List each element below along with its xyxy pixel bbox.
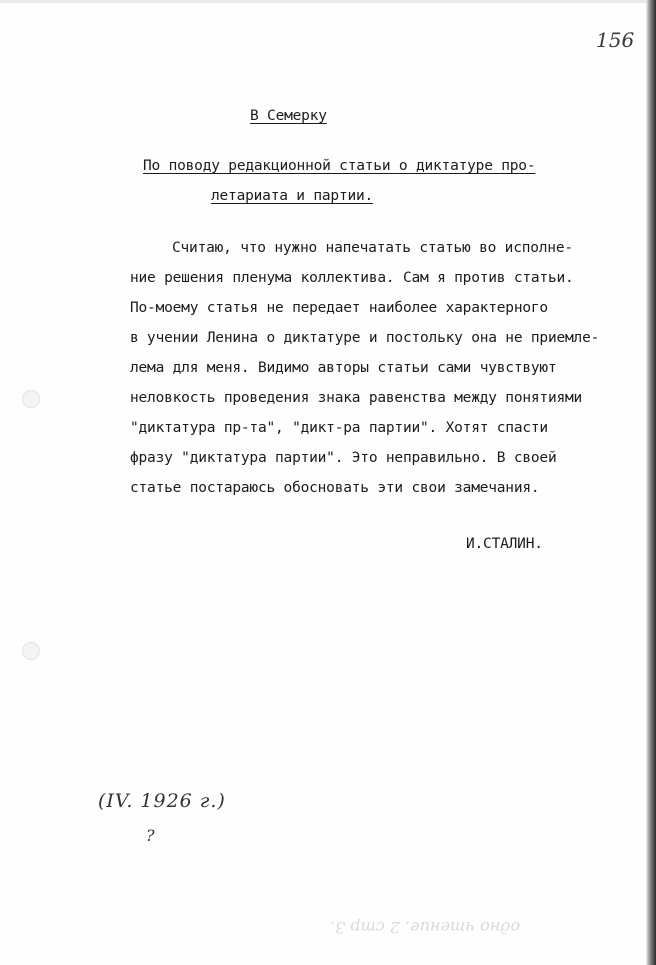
body-line: Считаю, что нужно напечатать статью во исполне-	[172, 240, 573, 256]
scan-right-edge	[646, 0, 656, 965]
archive-page-number: 156	[596, 28, 635, 52]
bleed-through-text: одно чтение. 2 стр 3.	[330, 918, 521, 937]
punch-hole	[22, 642, 40, 660]
body-line: лема для меня. Видимо авторы статьи сами чувствуют	[130, 360, 557, 376]
punch-hole	[22, 390, 40, 408]
body-line: в учении Ленина о диктатуре и постольку она не приемле-	[130, 330, 600, 346]
scan-top-edge	[0, 0, 656, 3]
subject-line: По поводу редакционной статьи о диктатуре про-	[143, 158, 536, 174]
body-line: неловкость проведения знака равенства между понятиями	[130, 390, 583, 406]
addressee-heading: В Семерку	[250, 108, 327, 124]
signature: И.СТАЛИН.	[466, 536, 543, 552]
subject-line: летариата и партии.	[211, 188, 374, 204]
handwritten-question-mark: ?	[146, 826, 155, 845]
body-line: статье постараюсь обосновать эти свои замечания.	[130, 480, 540, 496]
body-line: фразу "диктатура партии". Это неправильно. В своей	[130, 450, 557, 466]
body-line: "диктатура пр-та", "дикт-ра партии". Хотят спасти	[130, 420, 548, 436]
body-line: По-моему статья не передает наиболее характерного	[130, 300, 548, 316]
body-line: ние решения пленума коллектива. Сам я против статьи.	[130, 270, 574, 286]
handwritten-date-note: (IV. 1926 г.)	[98, 790, 226, 812]
